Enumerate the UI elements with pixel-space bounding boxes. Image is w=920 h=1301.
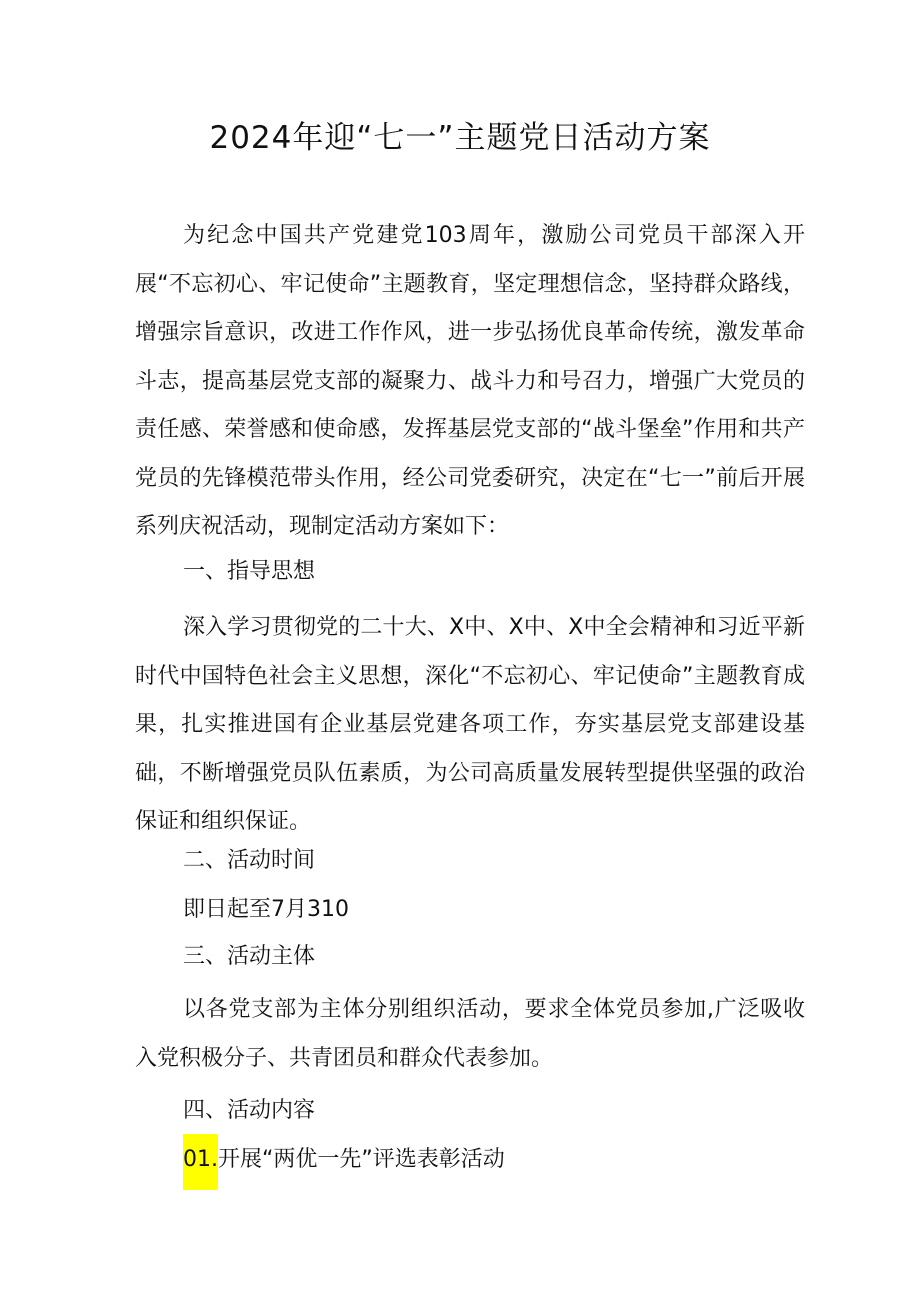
highlighted-item-number: 01.: [183, 1134, 218, 1190]
activity-item-text: 开展“两优一先”评选表彰活动: [218, 1147, 505, 1172]
section-heading-activity-content: 四、活动内容: [183, 1098, 316, 1123]
activity-time-text: 即日起至7月310: [183, 897, 349, 922]
section-heading-activity-subject: 三、活动主体: [183, 944, 316, 969]
activity-subject-paragraph: 以各党支部为主体分别组织活动，要求全体党员参加,广泛吸收入党积极分子、共青团员和群众代表参加。: [135, 997, 805, 1071]
guiding-ideology-paragraph: 深入学习贯彻党的二十大、X中、X中、X中全会精神和习近平新时代中国特色社会主义思想，深化“不忘初心、牢记使命”主题教育成果，扎实推进国有企业基层党建各项工作，夯实基层党支部建设基础，不断增强党员队伍素质，为公司高质量发展转型提供坚强的政治保证和组织保证。: [135, 615, 805, 834]
intro-paragraph: 为纪念中国共产党建党103周年，激励公司党员干部深入开展“不忘初心、牢记使命”主题教育，坚定理想信念，坚持群众路线，增强宗旨意识，改进工作作风，进一步弘扬优良革命传统，激发革命斗志，提高基层党支部的凝聚力、战斗力和号召力，增强广大党员的责任感、荣誉感和使命感，发挥基层党支部的“战斗堡垒”作用和共产党员的先锋模范带头作用，经公司党委研究，决定在“七一”前后开展系列庆祝活动，现制定活动方案如下：: [135, 223, 805, 539]
activity-content-item: [183, 1140, 505, 1190]
section-heading-guiding-ideology: 一、指导思想: [183, 559, 316, 584]
section-heading-activity-time: 二、活动时间: [183, 848, 316, 873]
document-title: 2024年迎“七一”主题党日活动方案: [209, 120, 711, 156]
